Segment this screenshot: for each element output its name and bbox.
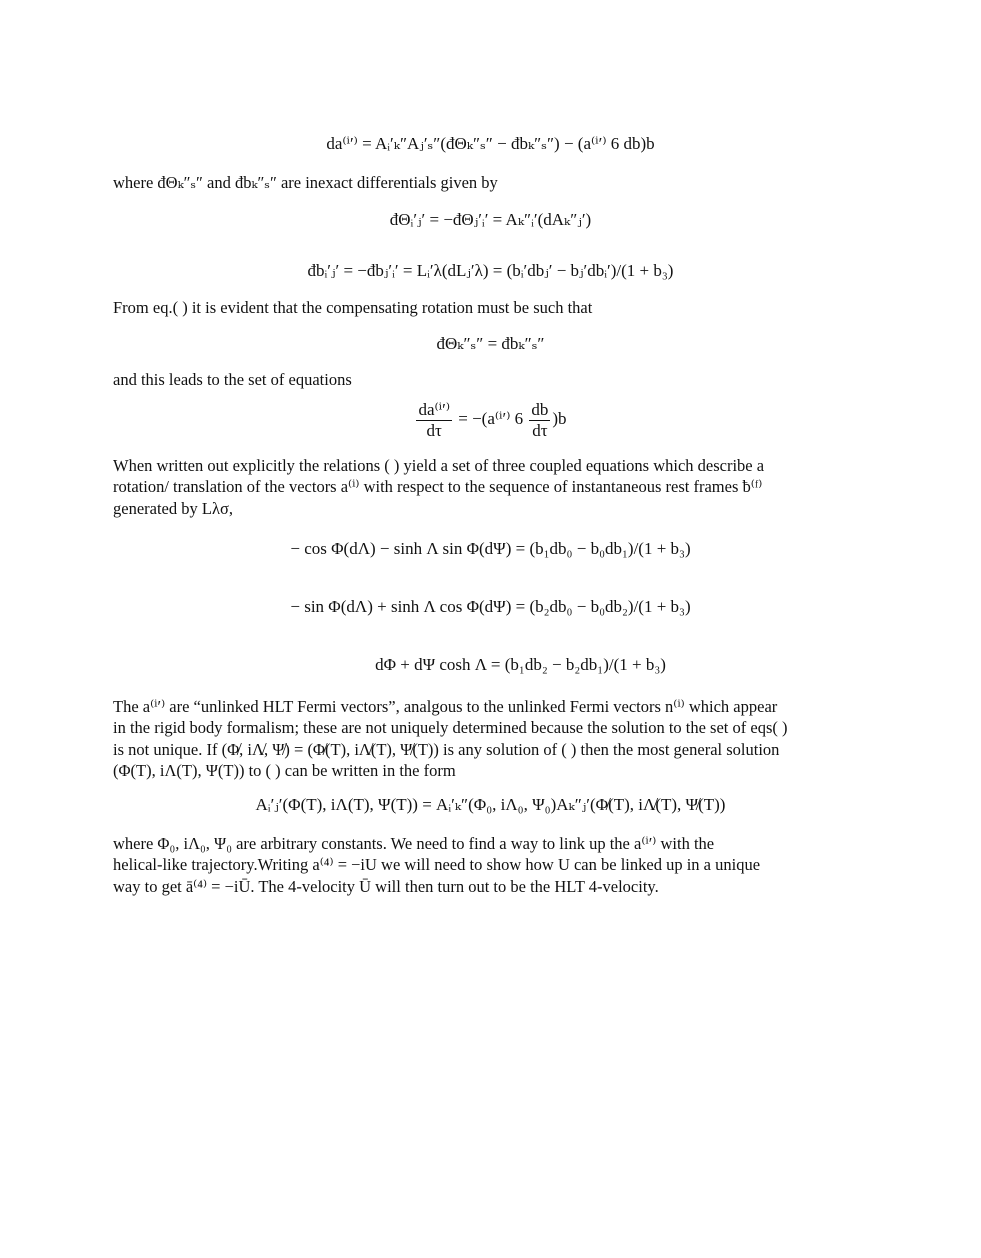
equation-9: Aᵢ′ⱼ′(Φ(T), iΛ(T), Ψ(T)) = Aᵢ′ₖ″(Φ₀, iΛ₀, Ψ₀)Aₖ″ⱼ′(Φ̸(T), iΛ̸(T), Ψ̸(T)): [255, 795, 726, 814]
equation-5: [0, 400, 981, 440]
paragraph-4-line-1: When written out explicitly the relations ( ) yield a set of three coupled equations which describe a: [113, 456, 765, 475]
paragraph-4-line-3: generated by Lλσ,: [113, 498, 233, 518]
paragraph-5-line-1: The a⁽ⁱ′⁾ are “unlinked HLT Fermi vectors”, analgous to the unlinked Fermi vectors n⁽ⁱ⁾ which appear: [113, 697, 778, 716]
paragraph-2: From eq.( ) it is evident that the compensating rotation must be such that: [113, 298, 593, 317]
paragraph-6-line-2: helical-like trajectory.Writing a⁽⁴⁾ = −iU we will need to show how U can be linked up in a unique: [113, 855, 761, 875]
paragraph-4-line-2: rotation/ translation of the vectors a⁽ⁱ⁾ with respect to the sequence of instantaneous rest frames ƀ⁽ᶠ⁾: [113, 477, 763, 497]
fraction-numerator: da⁽ⁱ′⁾: [418, 400, 450, 419]
paragraph-6: [113, 833, 863, 897]
paragraph-3: and this leads to the set of equations: [113, 370, 352, 389]
paragraph-5-line-3: is not unique. If (Φ̸, iΛ̸, Ψ̸) = (Φ̸(T), iΛ̸(T), Ψ̸(T)) is any solution of ( ) then the most general solution: [113, 739, 780, 759]
fraction-da-dtau: [416, 400, 452, 440]
equation-6: − cos Φ(dΛ) − sinh Λ sin Φ(dΨ) = (b₁db₀ − b₀db₁)/(1 + b₃): [290, 539, 691, 558]
paragraph-4: [113, 455, 863, 519]
equation-2: đΘᵢ′ⱼ′ = −đΘⱼ′ᵢ′ = Aₖ″ᵢ′(dAₖ″ⱼ′): [389, 210, 592, 229]
paragraph-6-line-3: way to get ā⁽⁴⁾ = −iŪ. The 4-velocity Ū will then turn out to be the HLT 4-velocity.: [113, 876, 659, 896]
fraction-numerator: db: [531, 400, 549, 419]
equation-1: da⁽ⁱ′⁾ = Aᵢ′ₖ″Aⱼ′ₛ″(đΘₖ″ₛ″ − đbₖ″ₛ″) − (a⁽ⁱ′⁾ 6 db)b: [326, 134, 655, 153]
paragraph-1: where đΘₖ″ₛ″ and đbₖ″ₛ″ are inexact differentials given by: [113, 173, 498, 192]
paragraph-5-line-4: (Φ(T), iΛ(T), Ψ(T)) to ( ) can be written in the form: [113, 761, 456, 781]
equation-4: đΘₖ″ₛ″ = đbₖ″ₛ″: [436, 334, 545, 353]
equation-7: − sin Φ(dΛ) + sinh Λ cos Φ(dΨ) = (b₂db₀ − b₀db₂)/(1 + b₃): [290, 597, 691, 616]
paragraph-6-line-1: where Φ₀, iΛ₀, Ψ₀ are arbitrary constants. We need to find a way to link up the a⁽ⁱ′⁾ with the: [113, 834, 715, 853]
fraction-denominator: dτ: [426, 420, 442, 440]
paragraph-5: [113, 696, 863, 782]
fraction-denominator: dτ: [532, 420, 548, 440]
equation-5-middle: = −(a⁽ⁱ′⁾ 6: [454, 408, 528, 428]
equation-5-tail: )b: [552, 408, 567, 428]
fraction-db-dtau: [529, 400, 550, 440]
equation-3: đbᵢ′ⱼ′ = −đbⱼ′ᵢ′ = Lᵢ′λ(dLⱼ′λ) = (bᵢ′dbⱼ′ − bⱼ′dbᵢ′)/(1 + b₃): [307, 261, 674, 280]
equation-8: dΦ + dΨ cosh Λ = (b₁db₂ − b₂db₁)/(1 + b₃): [375, 655, 666, 674]
paragraph-5-line-2: in the rigid body formalism; these are not uniquely determined because the solution to the set of eqs( ): [113, 718, 788, 738]
